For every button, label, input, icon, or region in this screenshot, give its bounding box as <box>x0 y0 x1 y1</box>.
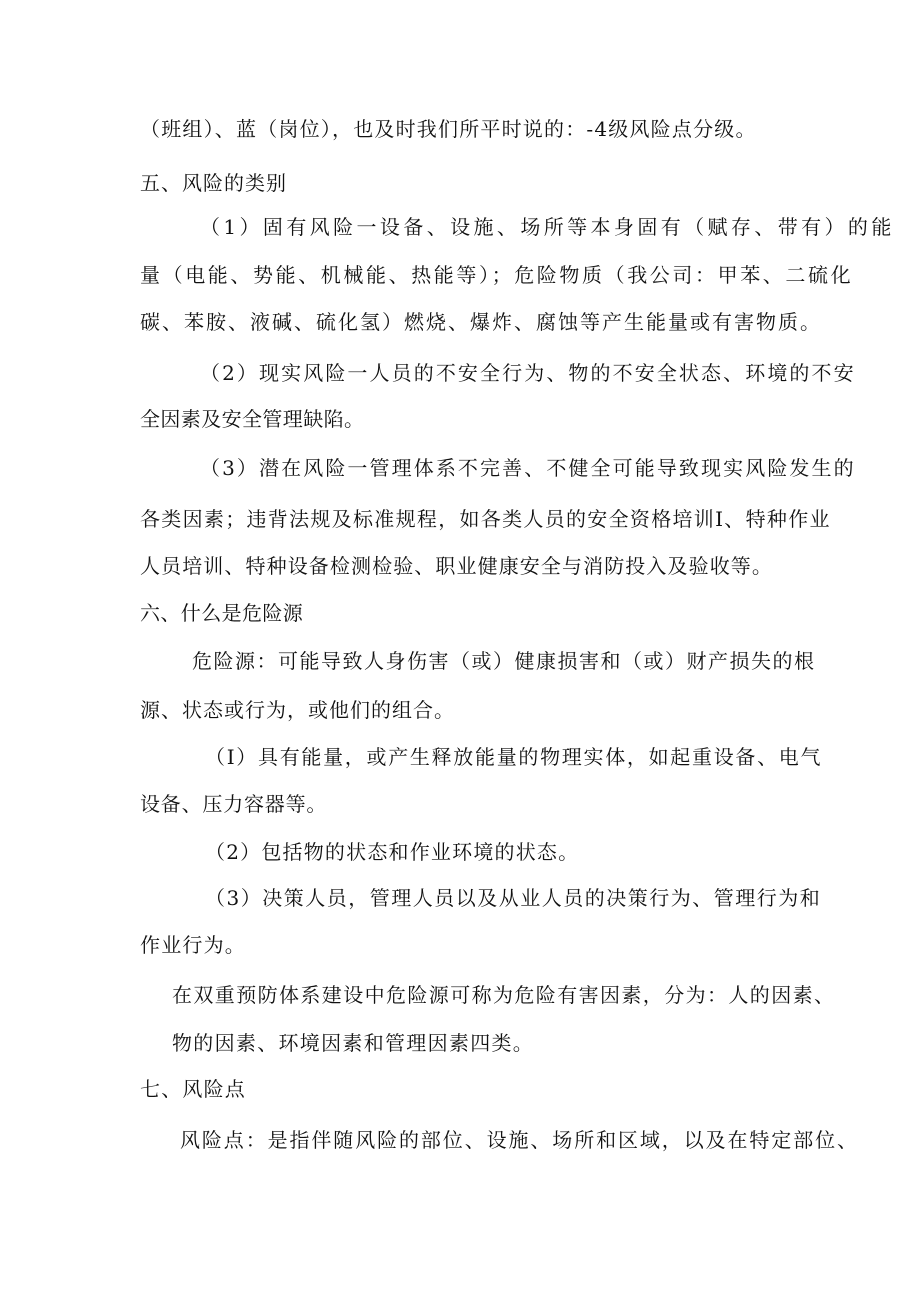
text-line: （I）具有能量，或产生释放能量的物理实体，如起重设备、电气 <box>205 745 823 769</box>
text-line: （3）决策人员，管理人员以及从业人员的决策行为、管理行为和 <box>205 886 822 910</box>
text-line: 全因素及安全管理缺陷。 <box>140 407 365 431</box>
text-line: 碳、苯胺、液碱、硫化氢）燃烧、爆炸、腐蚀等产生能量或有害物质。 <box>140 310 822 334</box>
text-line: 量（电能、势能、机械能、热能等）；危险物质（我公司：甲苯、二硫化 <box>140 263 854 287</box>
text-line: 各类因素；违背法规及标准规程，如各类人员的安全资格培训I、特种作业 <box>140 507 831 531</box>
text-line: 危险源：可能导致人身伤害（或）健康损害和（或）财产损失的根 <box>192 649 816 673</box>
text-line: 人员培训、特种设备检测检验、职业健康安全与消防投入及验收等。 <box>140 554 773 578</box>
text-line: （3）潜在风险一管理体系不完善、不健全可能导致现实风险发生的 <box>200 456 856 480</box>
section-heading: 七、风险点 <box>140 1077 246 1101</box>
text-line: 物的因素、环境因素和管理因素四类。 <box>172 1031 535 1055</box>
text-line: 作业行为。 <box>140 933 246 957</box>
text-line: （班组）、蓝（岗位），也及时我们所平时说的：-4级风险点分级。 <box>140 117 757 141</box>
section-heading: 五、风险的类别 <box>140 171 287 195</box>
text-line: （2）现实风险一人员的不安全行为、物的不安全状态、环境的不安 <box>200 361 856 385</box>
section-heading: 六、什么是危险源 <box>140 601 304 625</box>
text-line: （2）包括物的状态和作业环境的状态。 <box>205 840 580 864</box>
text-line: （1）固有风险一设备、设施、场所等本身固有（赋存、带有）的能 <box>200 215 895 239</box>
text-line: 源、状态或行为，或他们的组合。 <box>140 698 455 722</box>
text-line: 在双重预防体系建设中危险源可称为危险有害因素，分为：人的因素、 <box>172 983 836 1007</box>
text-line: 设备、压力容器等。 <box>140 792 328 816</box>
text-line: 风险点：是指伴随风险的部位、设施、场所和区域，以及在特定部位、 <box>180 1128 859 1152</box>
